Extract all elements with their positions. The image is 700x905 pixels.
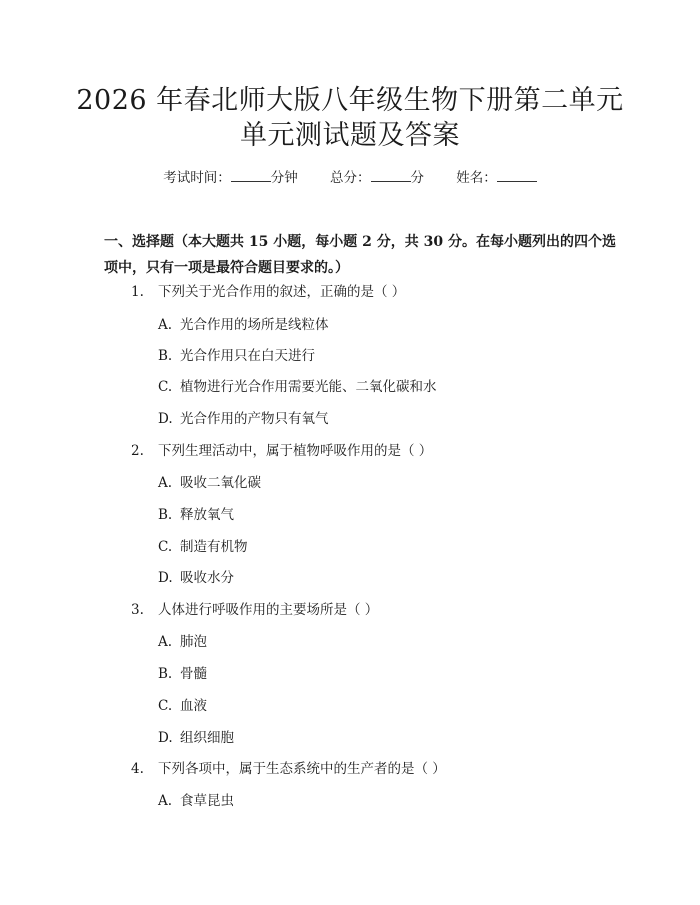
option-letter: C. [158,379,173,395]
option-letter: A. [158,793,173,809]
option-letter: B. [158,666,173,682]
question-text: 下列关于光合作用的叙述，正确的是（ ） [158,284,406,300]
question-2-option-a [158,473,261,493]
section-heading: 一、选择题（本大题共 15 小题，每小题 2 分，共 30 分。在每小题列出的四个选项中，只有一项是最符合题目要求的。） [104,234,616,276]
option-letter: A. [158,475,173,491]
option-text: 光合作用的场所是线粒体 [180,317,329,333]
exam-time-label: 考试时间： [163,170,231,186]
question-1 [131,282,405,302]
total-score-unit: 分 [410,170,424,186]
question-3-option-a [158,632,207,652]
title-line-2: 单元测试题及答案 [240,120,460,151]
option-text: 光合作用只在白天进行 [180,348,315,364]
option-letter: B. [158,507,173,523]
question-number: 3. [131,602,144,618]
option-text: 骨髓 [180,666,207,682]
question-1-option-c [158,377,437,397]
option-letter: B. [158,348,173,364]
total-score-field [330,168,424,188]
question-3-option-d [158,728,234,748]
question-2-option-d [158,568,234,588]
question-2 [131,441,432,461]
option-text: 释放氧气 [180,507,234,523]
question-4 [131,759,446,779]
question-number: 4. [131,761,144,777]
question-3-option-b [158,664,207,684]
option-text: 光合作用的产物只有氧气 [180,411,329,427]
question-3-option-c [158,696,207,716]
student-name-blank[interactable] [497,168,537,182]
option-letter: C. [158,539,173,555]
option-text: 吸收水分 [180,570,234,586]
option-text: 制造有机物 [180,539,248,555]
question-3 [131,600,378,620]
question-1-option-b [158,346,315,366]
option-letter: A. [158,634,173,650]
question-1-option-d [158,409,329,429]
exam-time-field [163,168,298,188]
total-score-blank[interactable] [371,168,411,182]
option-text: 血液 [180,698,207,714]
option-text: 植物进行光合作用需要光能、二氧化碳和水 [180,379,437,395]
option-text: 肺泡 [180,634,207,650]
question-text: 人体进行呼吸作用的主要场所是（ ） [158,602,379,618]
exam-time-unit: 分钟 [270,170,298,186]
question-text: 下列各项中，属于生态系统中的生产者的是（ ） [158,761,446,777]
option-letter: C. [158,698,173,714]
total-score-label: 总分： [330,170,371,186]
option-letter: D. [158,730,173,746]
question-2-option-b [158,505,234,525]
option-text: 组织细胞 [180,730,234,746]
student-name-label: 姓名： [456,170,497,186]
question-1-option-a [158,315,329,335]
question-number: 1. [131,284,144,300]
question-2-option-c [158,537,248,557]
option-text: 食草昆虫 [180,793,234,809]
question-text: 下列生理活动中，属于植物呼吸作用的是（ ） [158,443,433,459]
option-letter: D. [158,411,173,427]
option-letter: D. [158,570,173,586]
title-line-1: 2026 年春北师大版八年级生物下册第二单元 [76,85,624,116]
option-letter: A. [158,317,173,333]
exam-time-blank[interactable] [231,168,271,182]
question-number: 2. [131,443,144,459]
student-name-field [456,168,537,188]
option-text: 吸收二氧化碳 [180,475,261,491]
question-4-option-a [158,791,234,811]
exam-meta-row [0,168,700,188]
